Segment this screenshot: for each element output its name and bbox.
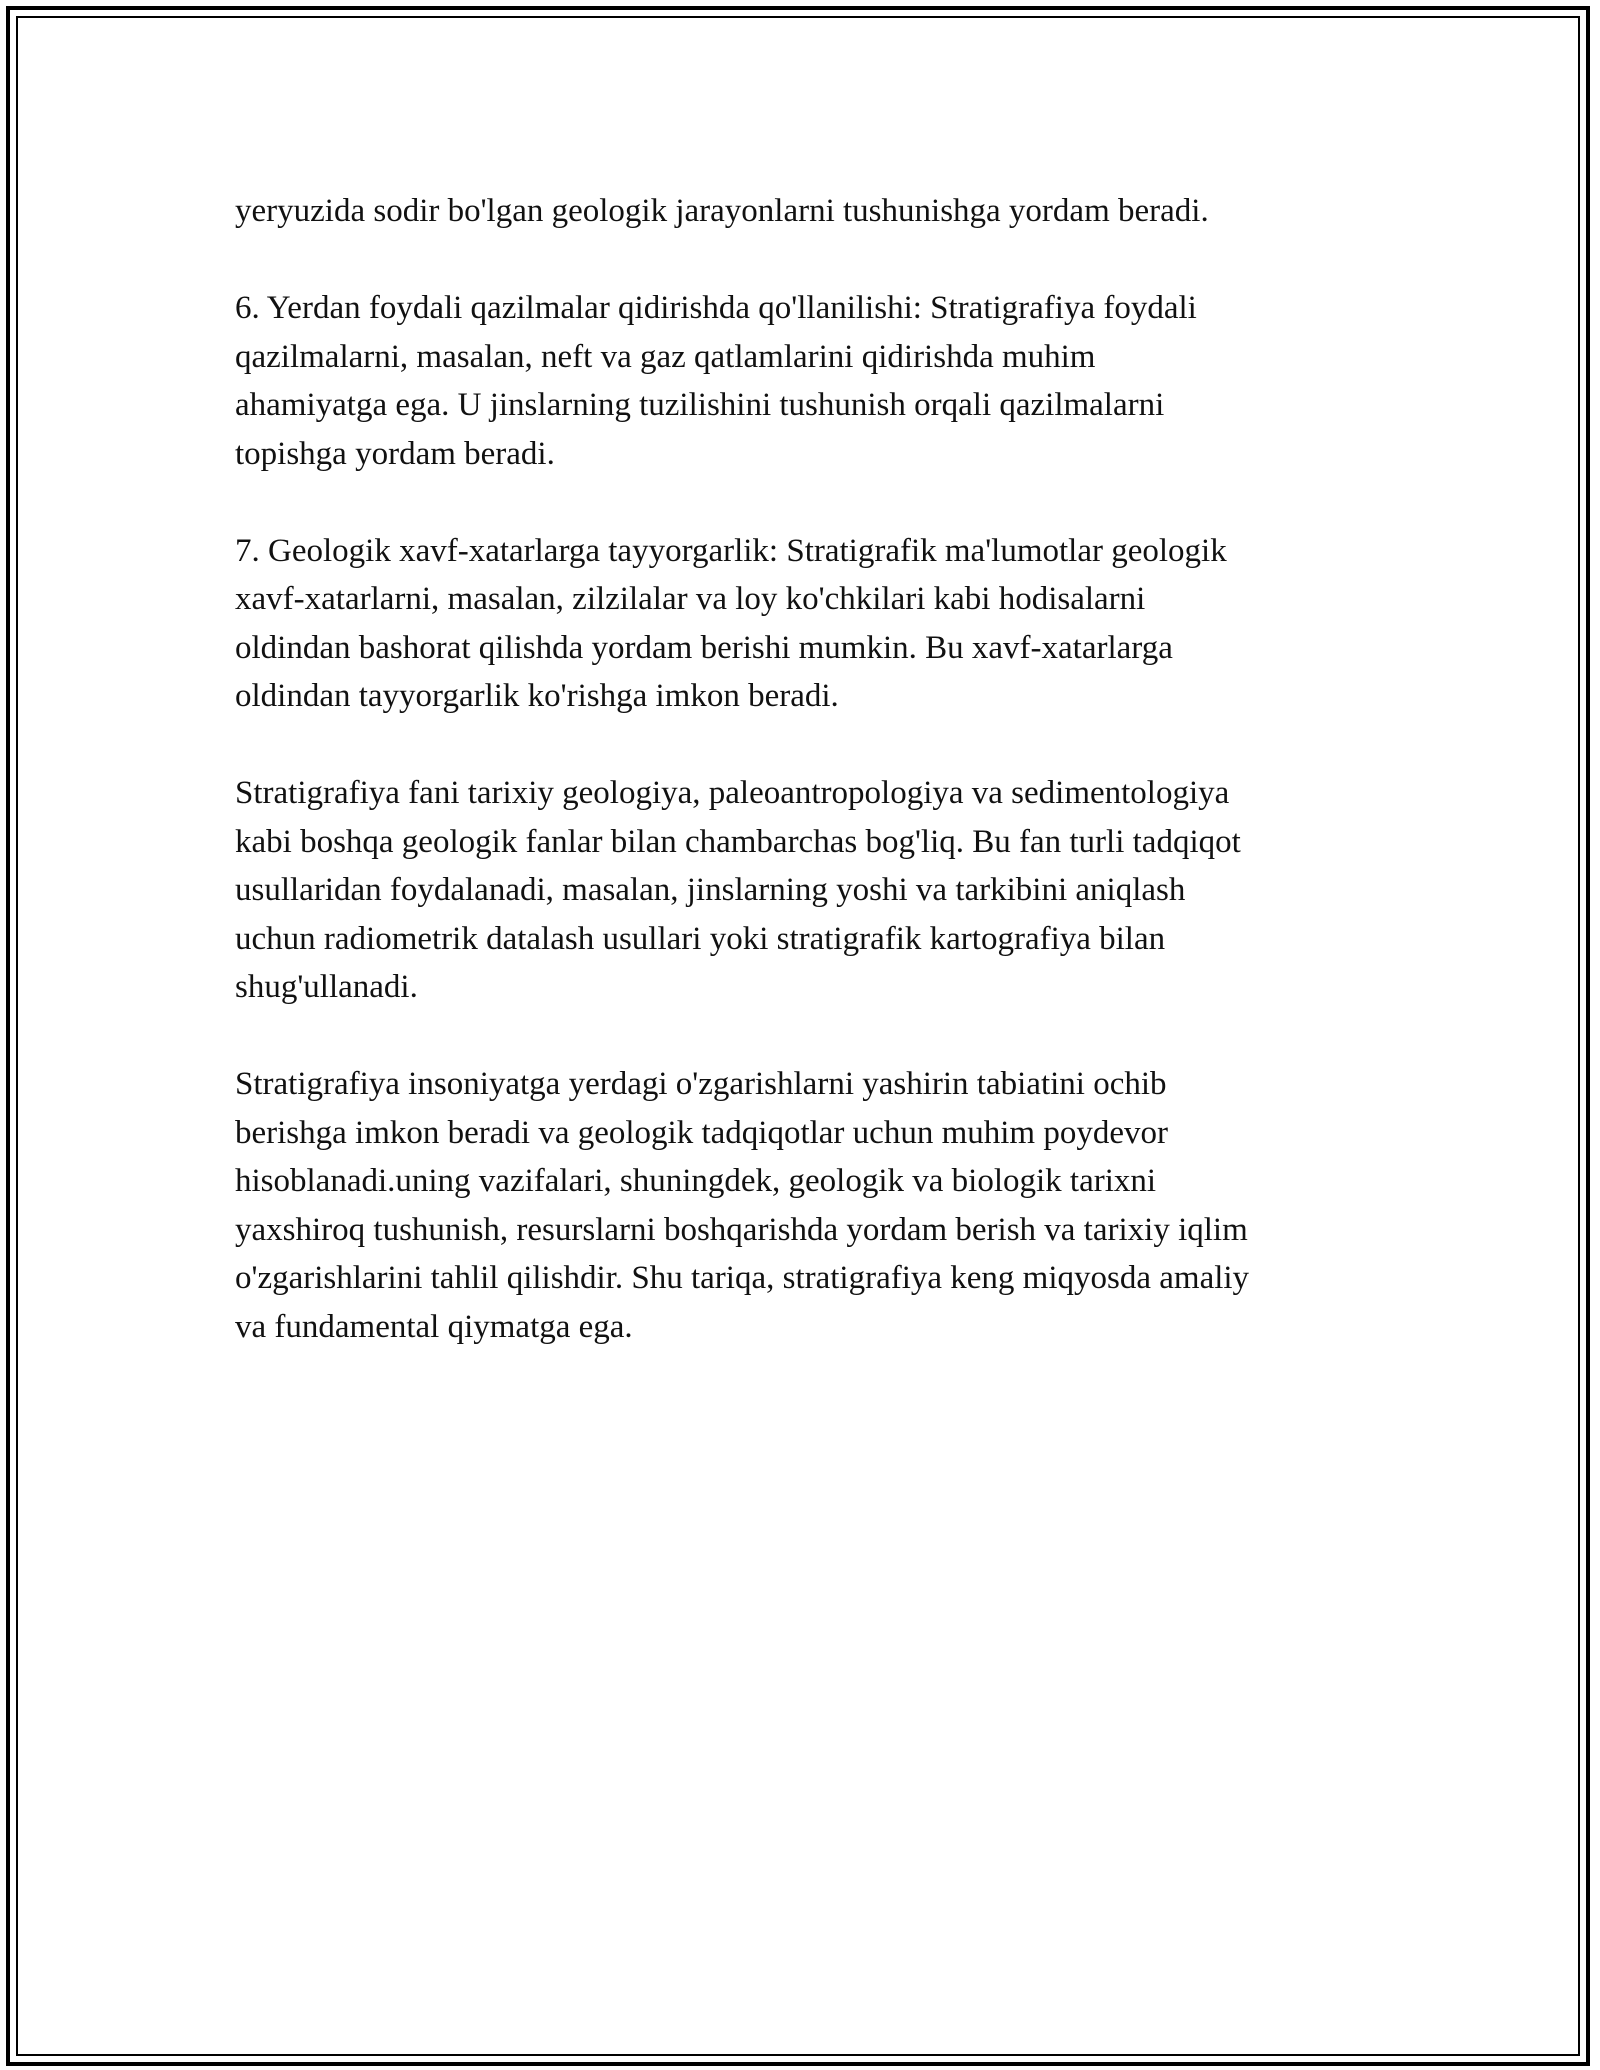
text-line: qazilmalarni, masalan, neft va gaz qatlamlarini qidirishda muhim [235, 338, 1096, 375]
text-line: Stratigrafiya fani tarixiy geologiya, paleoantropologiya va sedimentologiya [235, 775, 1230, 811]
paragraph-conclusion [235, 1060, 1375, 1351]
text-line: uchun radiometrik datalash usullari yoki stratigrafik kartografiya bilan [235, 920, 1166, 957]
paragraph-related-sciences [235, 769, 1375, 1012]
text-line: oldindan bashorat qilishda yordam berishi mumkin. Bu xavf-xatarlarga [235, 629, 1173, 666]
text-line: yeryuzida sodir bo'lgan geologik jarayonlarni tushunishga yordam beradi. [235, 193, 1209, 229]
text-line: Stratigrafiya insoniyatga yerdagi o'zgarishlarni yashirin tabiatini ochib [235, 1066, 1167, 1102]
text-line: va fundamental qiymatga ega. [235, 1308, 633, 1345]
text-line: xavf-xatarlarni, masalan, zilzilalar va loy ko'chkilari kabi hodisalarni [235, 581, 1146, 617]
text-line: kabi boshqa geologik fanlar bilan chambarchas bog'liq. Bu fan turli tadqiqot [235, 823, 1241, 860]
text-line: hisoblanadi.uning vazifalari, shuningdek, geologik va biologik tarixni [235, 1163, 1157, 1199]
paragraph-intro-continuation [235, 187, 1375, 236]
paragraph-item-7 [235, 527, 1375, 721]
text-line: yaxshiroq tushunish, resurslarni boshqarishda yordam berish va tarixiy iqlim [235, 1211, 1248, 1248]
document-body [235, 187, 1375, 1400]
paragraph-item-6 [235, 284, 1375, 478]
text-line: topishga yordam beradi. [235, 435, 555, 472]
text-line: 7. Geologik xavf-xatarlarga tayyorgarlik: Stratigrafik ma'lumotlar geologik [235, 532, 1227, 569]
text-line: berishga imkon beradi va geologik tadqiqotlar uchun muhim poydevor [235, 1114, 1168, 1151]
text-line: 6. Yerdan foydali qazilmalar qidirishda qo'llanilishi: Stratigrafiya foydali [235, 290, 1197, 326]
text-line: ahamiyatga ega. U jinslarning tuzilishini tushunish orqali qazilmalarni [235, 387, 1165, 423]
text-line: usullaridan foydalanadi, masalan, jinslarning yoshi va tarkibini aniqlash [235, 872, 1186, 908]
text-line: o'zgarishlarini tahlil qilishdir. Shu tariqa, stratigrafiya keng miqyosda amaliy [235, 1260, 1250, 1296]
text-line: shug'ullanadi. [235, 969, 418, 1005]
text-line: oldindan tayyorgarlik ko'rishga imkon beradi. [235, 678, 839, 714]
